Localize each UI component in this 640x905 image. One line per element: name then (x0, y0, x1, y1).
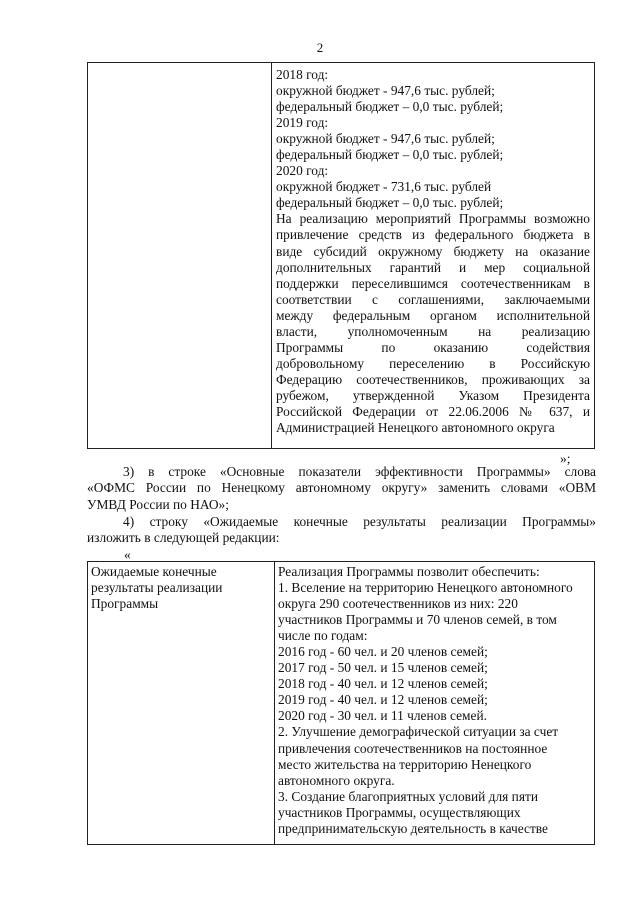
label-line: Ожидаемые конечные (91, 564, 217, 579)
result-line: 2020 год - 30 чел. и 11 членов семей. (278, 708, 487, 724)
result-line: участников Программы и 70 членов семей, в том (278, 612, 557, 628)
note-line: между федеральным органом исполнительной (276, 307, 590, 323)
funding-table-left-cell (88, 63, 272, 449)
federal-funding-note (276, 211, 590, 436)
amendment-line: 4) строку «Ожидаемые конечные результаты реализации Программы» (123, 514, 596, 529)
result-line: предпринимательскую деятельность в качестве (278, 820, 548, 836)
expected-results-table (87, 561, 595, 845)
note-line: соответствии с соглашениями, заключаемыми (276, 291, 590, 307)
funding-line: 2018 год: (276, 67, 329, 82)
funding-line: федеральный бюджет – 0,0 тыс. рублей; (276, 195, 504, 211)
result-line: Реализация Программы позволит обеспечить: (278, 564, 540, 579)
result-line: 2018 год - 40 чел. и 12 членов семей; (278, 676, 488, 692)
funding-line: 2019 год: (276, 115, 329, 131)
note-line: привлечение средств из федерального бюджета в (276, 227, 590, 243)
result-line: автономного округа. (278, 772, 395, 788)
funding-line: окружной бюджет - 947,6 тыс. рублей; (276, 83, 495, 99)
note-line: рубежом, утвержденной Указом Президента (276, 387, 590, 403)
amendment-item-4 (87, 514, 596, 547)
amendment-line: изложить в следующей редакции: (87, 530, 280, 546)
result-line: 2017 год - 50 чел. и 15 членов семей; (278, 660, 488, 676)
result-line: привлечения соотечественников на постоянное (278, 740, 548, 756)
note-line: виде субсидий окружному бюджету на оказание (276, 243, 590, 259)
page-number: 2 (316, 40, 324, 55)
note-line: Программы по оказанию содействия (276, 339, 590, 355)
result-line: числе по годам: (278, 628, 368, 644)
funding-line: федеральный бюджет – 0,0 тыс. рублей; (276, 147, 504, 163)
closing-quote-mark: »; (560, 451, 571, 466)
label-line: результаты реализации (91, 580, 223, 596)
amendment-line: «ОФМС России по Ненецкому автономному округу» заменить словами «ОВМ (87, 480, 596, 496)
result-line: 2. Улучшение демографической ситуации за счет (278, 724, 559, 740)
note-line: Администрацией Ненецкого автономного округа (276, 420, 555, 436)
note-line: Российской Федерации от 22.06.2006 № 637, и (276, 403, 590, 419)
expected-results-content-cell (275, 562, 595, 845)
result-line: 3. Создание благоприятных условий для пяти (278, 788, 539, 804)
note-line: дополнительных гарантий и мер социальной (276, 259, 590, 275)
result-line: 2016 год - 60 чел. и 20 членов семей; (278, 644, 488, 660)
amendment-line: УМВД России по НАО»; (87, 496, 229, 512)
expected-results-label-cell (88, 562, 275, 845)
note-line: На реализацию мероприятий Программы возможно (276, 211, 590, 227)
note-line: поддержки переселившимся соотечественникам в (276, 275, 590, 291)
funding-line: федеральный бюджет – 0,0 тыс. рублей; (276, 99, 504, 115)
note-line: Федерацию соотечественников, проживающих за (276, 371, 590, 387)
funding-table-right-cell (272, 63, 595, 449)
amendment-line: 3) в строке «Основные показатели эффективности Программы» слова (123, 464, 596, 479)
opening-quote-mark: « (124, 547, 131, 562)
funding-table (87, 62, 595, 449)
result-line: 2019 год - 40 чел. и 12 членов семей; (278, 692, 488, 708)
result-line: 1. Вселение на территорию Ненецкого автономного (278, 580, 573, 596)
amendment-item-3 (87, 464, 596, 513)
note-line: власти, уполномоченным на реализацию (276, 323, 590, 339)
result-line: место жительства на территорию Ненецкого (278, 756, 532, 772)
note-line: добровольному переселению в Российскую (276, 355, 590, 371)
result-line: округа 290 соотечественников из них: 220 (278, 596, 518, 612)
funding-line: 2020 год: (276, 163, 329, 179)
funding-line: окружной бюджет - 731,6 тыс. рублей (276, 179, 492, 195)
label-line: Программы (91, 596, 159, 612)
funding-line: окружной бюджет - 947,6 тыс. рублей; (276, 131, 495, 147)
result-line: участников Программы, осуществляющих (278, 804, 521, 820)
